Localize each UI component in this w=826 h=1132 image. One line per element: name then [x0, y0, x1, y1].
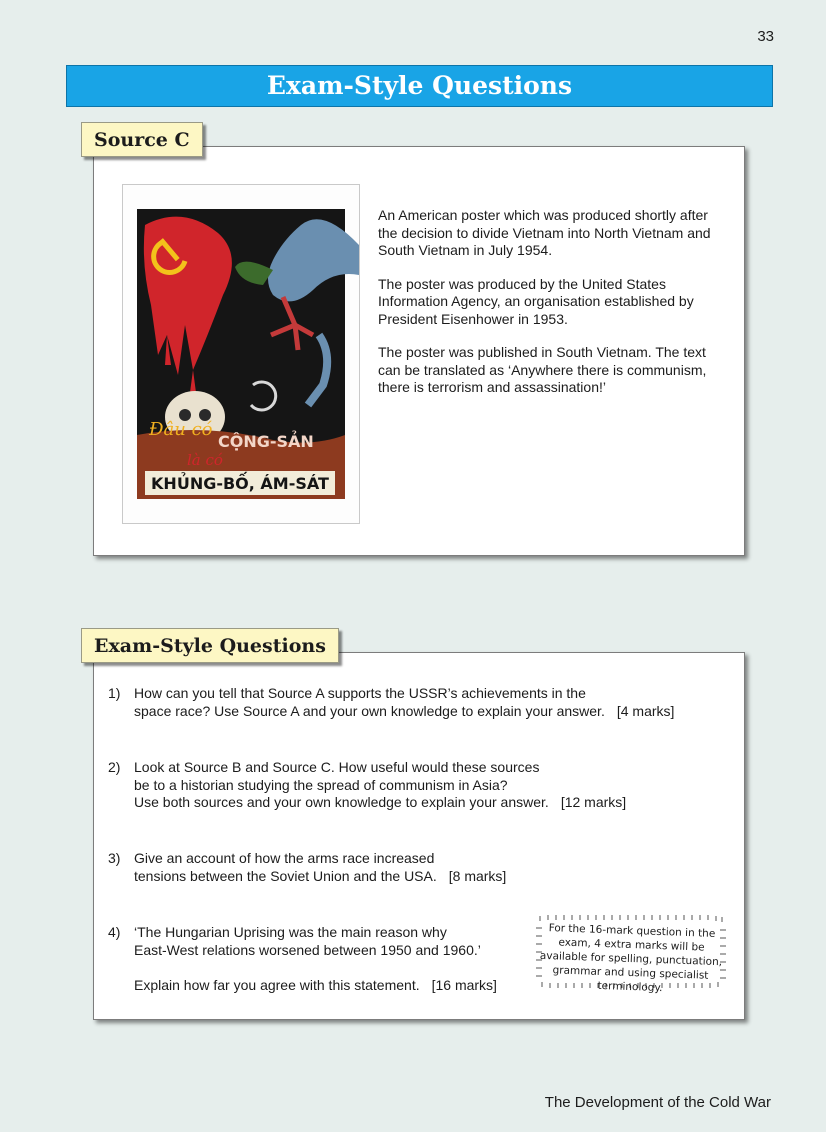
source-c-paragraph: The poster was published in South Vietnam. The text can be translated as ‘Anywhere there is communism, there is terrorism and assassination!’	[378, 344, 707, 395]
question-number: 2)	[108, 759, 121, 775]
marks-note-text: For the 16-mark question in the exam, 4 extra marks will be available for spelling, punctuation, grammar and using specialist terminology.	[539, 922, 723, 995]
poster-text-line4: KHỦNG-BỐ, ÁM-SÁT	[151, 474, 329, 493]
poster-text-line1: Đâu có	[149, 419, 213, 440]
question-marks: [8 marks]	[448, 867, 507, 884]
question-2	[108, 759, 626, 812]
questions-tab: Exam-Style Questions	[81, 628, 339, 663]
footer-chapter-title: The Development of the Cold War	[544, 1094, 771, 1111]
question-4	[108, 924, 497, 994]
question-text: Look at Source B and Source C. How useful would these sources be to a historian studying the spread of communism in Asia? Use both sources and your own knowledge to explain your answer.	[134, 759, 549, 810]
question-marks: [12 marks]	[560, 794, 627, 810]
source-c-tab: Source C	[81, 122, 203, 157]
source-c-paragraph: The poster was produced by the United States Information Agency, an organisation established by President Eisenhower in 1953.	[378, 275, 694, 327]
question-1	[108, 685, 674, 720]
question-text: ‘The Hungarian Uprising was the main reason why East-West relations worsened between 1950 and 1960.’ Explain how far you agree with this statement.	[134, 924, 481, 993]
question-text: How can you tell that Source A supports the USSR’s achievements in the space race? Use Source A and your own knowledge to explain your answer.	[134, 685, 605, 719]
question-marks: [4 marks]	[616, 702, 675, 719]
poster-illustration	[123, 185, 359, 523]
source-c-description	[378, 207, 718, 413]
marks-note	[536, 912, 726, 995]
source-c-paragraph: An American poster which was produced shortly after the decision to divide Vietnam into North Vietnam and South Vietnam in July 1954.	[378, 207, 711, 258]
question-number: 3)	[108, 850, 121, 866]
poster-image	[122, 184, 360, 524]
question-number: 4)	[108, 924, 121, 940]
poster-text-line3: là có	[187, 451, 223, 469]
question-text: Give an account of how the arms race increased tensions between the Soviet Union and the USA.	[134, 850, 437, 884]
page-title: Exam-Style Questions	[66, 65, 773, 107]
question-number: 1)	[108, 685, 121, 701]
poster-text-line2: CỘNG-SẢN	[218, 432, 314, 451]
page-number: 33	[757, 28, 774, 45]
question-marks: [16 marks]	[431, 976, 497, 993]
question-3	[108, 850, 506, 885]
